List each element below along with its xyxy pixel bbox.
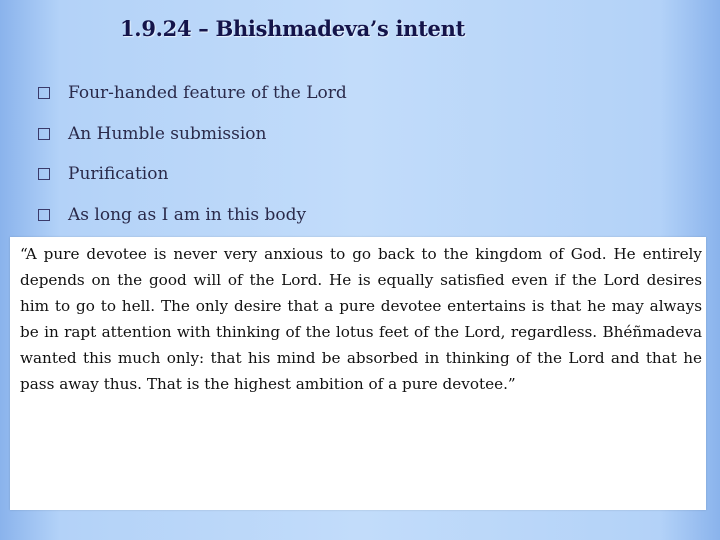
bullet-text: As long as I am in this body: [68, 204, 307, 225]
square-bullet-icon: [38, 128, 50, 140]
slide-title: 1.9.24 – Bhishmadeva’s intent: [120, 16, 465, 41]
square-bullet-icon: [38, 87, 50, 99]
bullet-text: An Humble submission: [68, 123, 267, 144]
square-bullet-icon: [38, 209, 50, 221]
square-bullet-icon: [38, 168, 50, 180]
quote-text: “A pure devotee is never very anxious to go back to the kingdom of God. He entirely depends on the good will of the Lord. He is equally satisfied even if the Lord desires him to go to hell. The only desire that a pure devotee entertains is that he may always be in rapt attention with thinking of the lotus feet of the Lord, regardless. Bhéñmadeva wanted this much only: that his mind be absorbed in thinking of the Lord and that he pass away thus. That is the highest ambition of a pure devotee.”: [20, 245, 702, 393]
bullet-text: Four-handed feature of the Lord: [68, 83, 347, 103]
quote-box: [10, 237, 706, 510]
bullet-text: Purification: [68, 164, 169, 184]
